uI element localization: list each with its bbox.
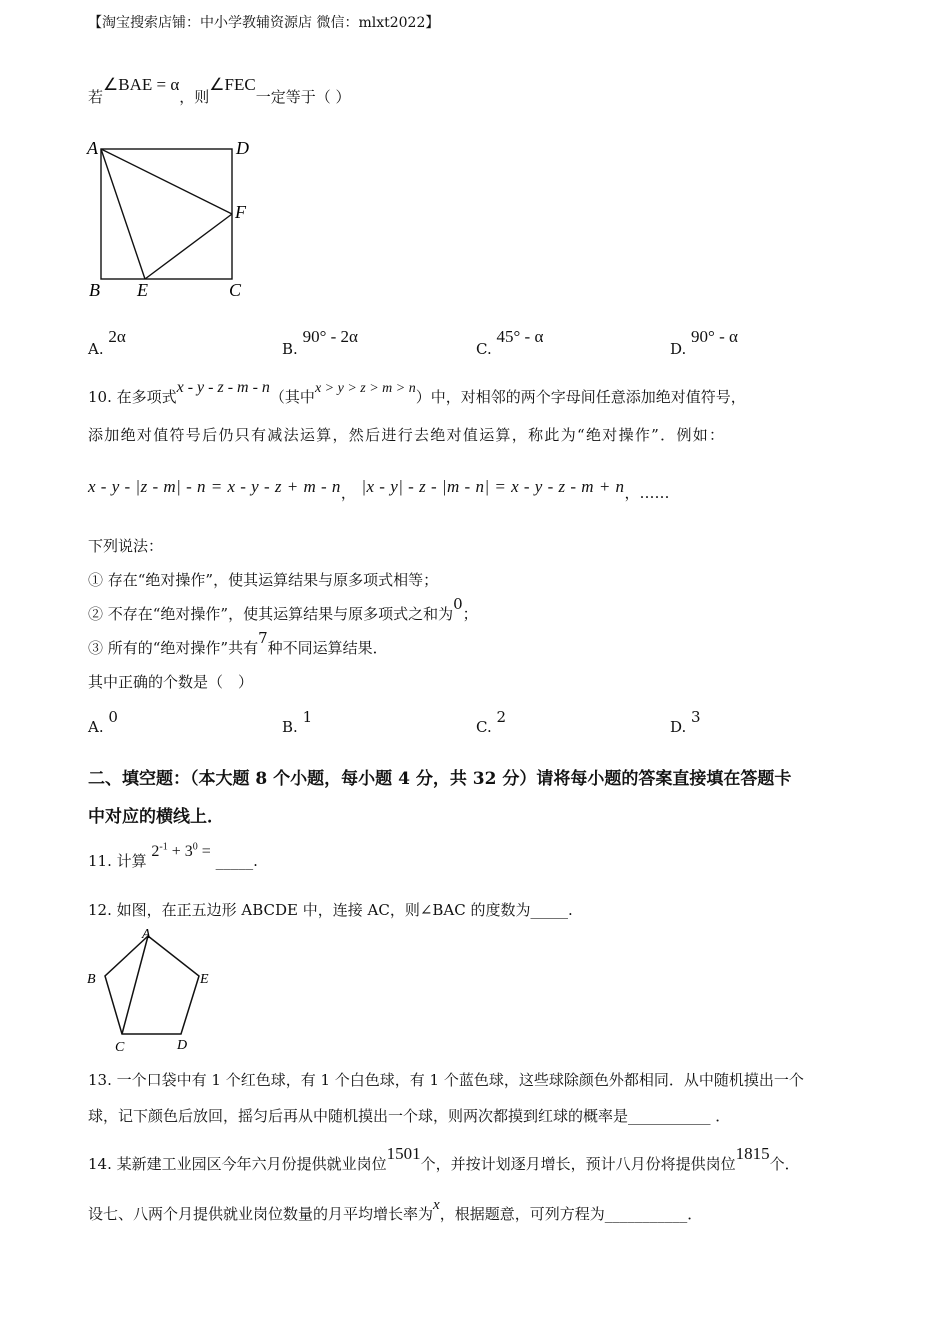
q10-intro: 10. 在多项式	[88, 388, 177, 406]
q11-answer-blank[interactable]: _____.	[215, 852, 258, 870]
statement-1: ① 存在“绝对操作”，使其运算结果与原多项式相等；	[88, 571, 439, 589]
option-value: 0	[108, 708, 118, 726]
segment-af	[101, 149, 232, 214]
q13-line1: 13. 一个口袋中有 1 个红色球，有 1 个白色球，有 1 个蓝色球，这些球除颜色外都相同．从中随机摸出一个	[88, 1071, 804, 1089]
pentagon-abcde	[105, 936, 199, 1034]
statement-2-text: ② 不存在“绝对操作”，使其运算结果与原多项式之和为	[88, 605, 454, 623]
segment-ef	[145, 214, 232, 279]
option-letter: A.	[88, 340, 104, 358]
label-a: A	[142, 927, 151, 942]
option-letter: B.	[282, 718, 298, 736]
label-a: A	[87, 138, 98, 158]
section-2-heading: 二、填空题：（本大题 8 个小题，每小题 4 分，共 32 分）请将每小题的答案直接填在答题卡	[88, 769, 792, 789]
q11-exp1: -1	[159, 841, 168, 853]
statement-3-end: 种不同运算结果．	[267, 639, 388, 657]
q11-exp2: 0	[192, 841, 198, 853]
q11	[88, 841, 258, 871]
label-b: B	[89, 280, 100, 300]
q9-target: ∠FEC	[209, 75, 256, 94]
q14-number-1815: 1815	[735, 1144, 770, 1163]
segment-ac	[122, 936, 148, 1034]
option-value: 2α	[108, 327, 126, 346]
q14-line1	[88, 1144, 800, 1174]
statement-2-value: 0	[453, 595, 463, 613]
q14-text-a: 14. 某新建工业园区今年六月份提供就业岗位	[88, 1155, 387, 1173]
q10-option-c[interactable]	[476, 708, 507, 736]
statements-title: 下列说法：	[88, 537, 164, 555]
q14-text-d: 设七、八两个月提供就业岗位数量的月平均增长率为	[88, 1205, 434, 1223]
q10-line1	[88, 379, 746, 407]
square-abcd	[101, 149, 232, 279]
option-value: 45° - α	[496, 327, 544, 346]
statement-3-text: ③ 所有的“绝对操作”共有	[88, 639, 259, 657]
q9-suffix: 一定等于（ ）	[255, 88, 351, 106]
example-2: |x - y| - z - |m - n| = x - y - z - m + n	[361, 477, 625, 496]
q9-prefix: 若	[88, 88, 104, 106]
option-letter: D.	[670, 340, 687, 358]
q10-cond-open: （其中	[269, 388, 315, 406]
option-letter: B.	[282, 340, 298, 358]
option-value: 90° - 2α	[302, 327, 358, 346]
q9-mid: ，则	[179, 88, 210, 106]
q10-condition: x > y > z > m > n	[314, 381, 416, 396]
q10-polynomial: x - y - z - m - n	[176, 379, 270, 396]
q12-text: 12. 如图，在正五边形 ABCDE 中，连接 AC，则∠BAC 的度数为_____.	[88, 901, 573, 919]
label-f: F	[235, 202, 246, 222]
q9-option-a[interactable]	[88, 327, 126, 359]
example-ellipsis: ，……	[624, 484, 670, 502]
option-letter: C.	[476, 718, 492, 736]
option-value: 2	[496, 708, 507, 726]
section-2-heading-cont: 中对应的横线上．	[88, 807, 224, 827]
q10-option-b[interactable]	[282, 708, 313, 736]
label-d: D	[236, 138, 249, 158]
q9-given: ∠BAE = α	[103, 75, 180, 94]
q13-line2: 球，记下颜色后放回，摇匀后再从中随机摸出一个球，则两次都摸到红球的概率是___________ ．	[88, 1107, 731, 1125]
statement-2	[88, 595, 478, 624]
store-note: 【淘宝搜索店铺：中小学教辅资源店 微信：mlxt2022】	[88, 15, 440, 31]
q11-equals: =	[197, 843, 211, 860]
label-d: D	[177, 1038, 188, 1053]
q14-text-c: 个．	[769, 1155, 800, 1173]
q14-variable: x	[433, 1197, 440, 1213]
q14-answer-blank[interactable]: ，根据题意，可列方程为___________．	[439, 1205, 703, 1223]
q10-option-a[interactable]	[88, 708, 118, 736]
q9-option-d[interactable]	[670, 327, 738, 359]
q14-number-1501: 1501	[386, 1144, 421, 1163]
q9-option-c[interactable]	[476, 327, 544, 359]
option-value: 1	[302, 708, 313, 726]
option-letter: C.	[476, 340, 492, 358]
statement-3	[88, 629, 388, 658]
option-letter: D.	[670, 718, 687, 736]
example-1: x - y - |z - m| - n = x - y - z + m - n	[88, 477, 341, 496]
example-separator: ，	[340, 484, 356, 502]
q10-examples	[88, 476, 670, 502]
label-e: E	[200, 972, 209, 987]
q14-text-b: 个，并按计划逐月增长，预计八月份将提供岗位	[420, 1155, 736, 1173]
label-b: B	[87, 972, 96, 987]
q11-base2: 3	[184, 843, 193, 860]
option-letter: A.	[88, 718, 104, 736]
q11-prefix: 11. 计算	[88, 852, 147, 870]
statement-3-value: 7	[258, 629, 268, 647]
q9-option-b[interactable]	[282, 327, 358, 359]
option-value: 3	[691, 708, 701, 726]
statement-2-end: ；	[462, 605, 478, 623]
label-c: C	[229, 280, 242, 300]
q10-cond-close: ）中，对相邻的两个字母间任意添加绝对值符号，	[415, 388, 746, 406]
q11-base1: 2	[151, 843, 160, 860]
q11-plus: +	[167, 843, 185, 860]
label-e: E	[137, 280, 148, 300]
q9-stem	[88, 75, 351, 107]
q14-line2	[88, 1197, 703, 1224]
square-figure	[84, 134, 254, 304]
label-c: C	[115, 1040, 125, 1055]
segment-ae	[101, 149, 145, 279]
pentagon-figure	[84, 926, 219, 1056]
q10-line2: 添加绝对值符号后仍只有减法运算，然后进行去绝对值运算，称此为“绝对操作”．例如：	[88, 426, 726, 444]
q10-option-d[interactable]	[670, 708, 701, 736]
q10-question: 其中正确的个数是（ ）	[88, 673, 254, 691]
option-value: 90° - α	[691, 327, 738, 346]
